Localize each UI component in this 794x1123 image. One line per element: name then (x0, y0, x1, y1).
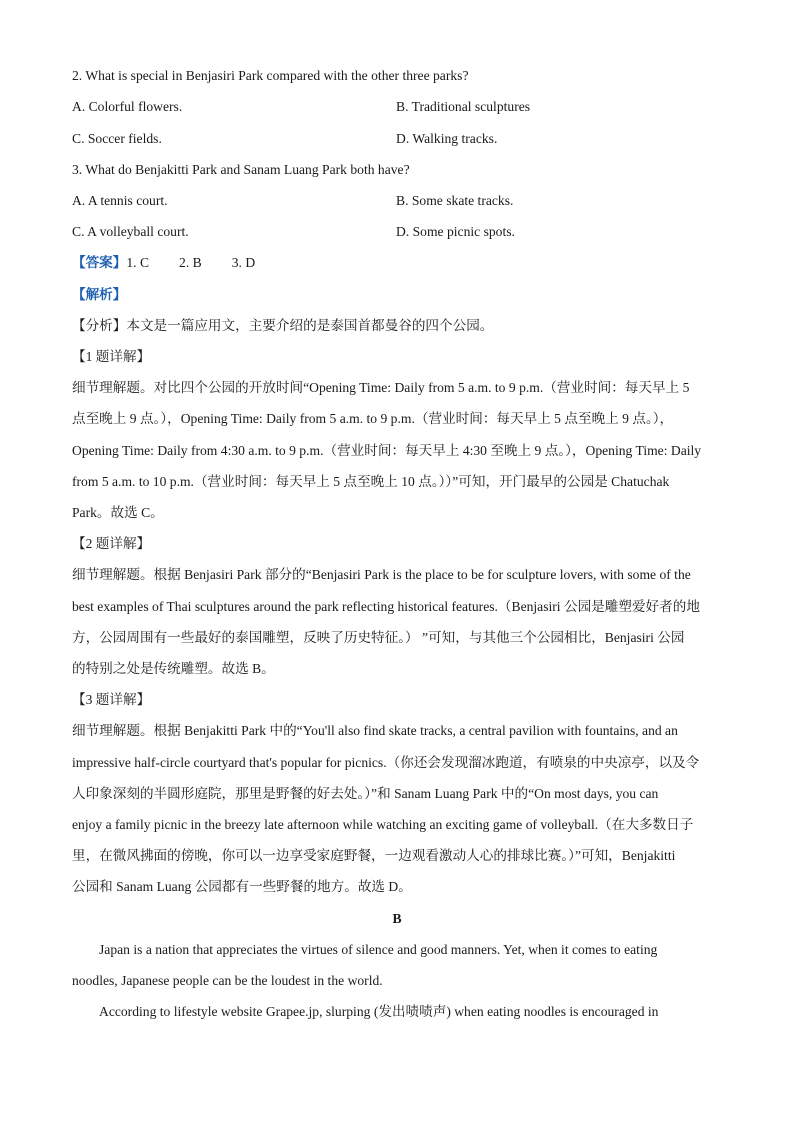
detail3-line: impressive half-circle courtyard that's popular for picnics.（你还会发现溜冰跑道，有喷泉的中央凉亭，以及令 (72, 755, 700, 770)
detail3-line: 人印象深刻的半圆形庭院，那里是野餐的好去处。）”和 Sanam Luang Park 中的“On most days, you can (72, 786, 659, 801)
detail2-line: 的特别之处是传统雕塑。故选 B。 (72, 661, 275, 676)
detail1-line: 细节理解题。对比四个公园的开放时间“Opening Time: Daily from 5 a.m. to 9 p.m.（营业时间：每天早上 5 (72, 380, 690, 395)
answer-2: 2. B (179, 255, 202, 270)
q3-option-c: C. A volleyball court. (72, 224, 189, 239)
answer-1: 1. C (126, 255, 150, 270)
answer-line (72, 254, 255, 272)
analysis-heading: 【解析】 (72, 287, 127, 302)
detail3-line: enjoy a family picnic in the breezy late afternoon while watching an exciting game of volleyball.（在大多数日子 (72, 817, 694, 832)
summary: 【分析】本文是一篇应用文，主要介绍的是泰国首都曼谷的四个公园。 (72, 318, 494, 333)
q2-question: 2. What is special in Benjasiri Park compared with the other three parks? (72, 68, 469, 83)
q2-option-c: C. Soccer fields. (72, 131, 162, 146)
detail2-line: 细节理解题。根据 Benjasiri Park 部分的“Benjasiri Park is the place to be for sculpture lovers, with some of the (72, 567, 691, 582)
passage-line: noodles, Japanese people can be the loudest in the world. (72, 973, 383, 988)
passage-line: Japan is a nation that appreciates the virtues of silence and good manners. Yet, when it comes to eating (99, 942, 658, 957)
detail1-line: from 5 a.m. to 10 p.m.（营业时间：每天早上 5 点至晚上 10 点。））”可知，开门最早的公园是 Chatuchak (72, 474, 670, 489)
q3-option-a: A. A tennis court. (72, 193, 168, 208)
detail1-line: 点至晚上 9 点。），Opening Time: Daily from 5 a.m. to 9 p.m.（营业时间：每天早上 5 点至晚上 9 点。）， (72, 411, 674, 426)
detail2-line: 方，公园周围有一些最好的泰国雕塑，反映了历史特征。） ”可知，与其他三个公园相比，Benjasiri 公园 (72, 630, 685, 645)
q2-option-b: B. Traditional sculptures (396, 99, 531, 114)
q2-option-d: D. Walking tracks. (396, 131, 498, 146)
detail3-line: 公园和 Sanam Luang 公园都有一些野餐的地方。故选 D。 (72, 879, 412, 894)
answer-3: 3. D (231, 255, 256, 270)
detail3-heading: 【3 题详解】 (72, 692, 151, 707)
passage-line: According to lifestyle website Grapee.jp, slurping (发出啧啧声) when eating noodles is encouraged in (99, 1004, 659, 1019)
detail2-heading: 【2 题详解】 (72, 536, 151, 551)
detail2-line: best examples of Thai sculptures around the park reflecting historical features.（Benjasiri 公园是雕塑爱好者的地 (72, 599, 700, 614)
q3-question: 3. What do Benjakitti Park and Sanam Luang Park both have? (72, 162, 410, 177)
detail1-heading: 【1 题详解】 (72, 349, 151, 364)
q3-option-d: D. Some picnic spots. (396, 224, 515, 239)
detail3-line: 细节理解题。根据 Benjakitti Park 中的“You'll also find skate tracks, a central pavilion with fountains, and an (72, 723, 678, 738)
section-b-title: B (392, 911, 402, 926)
answer-label: 【答案】 (72, 255, 127, 270)
detail1-line: Park。故选 C。 (72, 505, 164, 520)
detail1-line: Opening Time: Daily from 4:30 a.m. to 9 p.m.（营业时间：每天早上 4:30 至晚上 9 点。），Opening Time: Daily (72, 443, 702, 458)
q3-option-b: B. Some skate tracks. (396, 193, 514, 208)
detail3-line: 里，在微风拂面的傍晚，你可以一边享受家庭野餐，一边观看激动人心的排球比赛。）”可知，Benjakitti (72, 848, 676, 863)
q2-option-a: A. Colorful flowers. (72, 99, 183, 114)
